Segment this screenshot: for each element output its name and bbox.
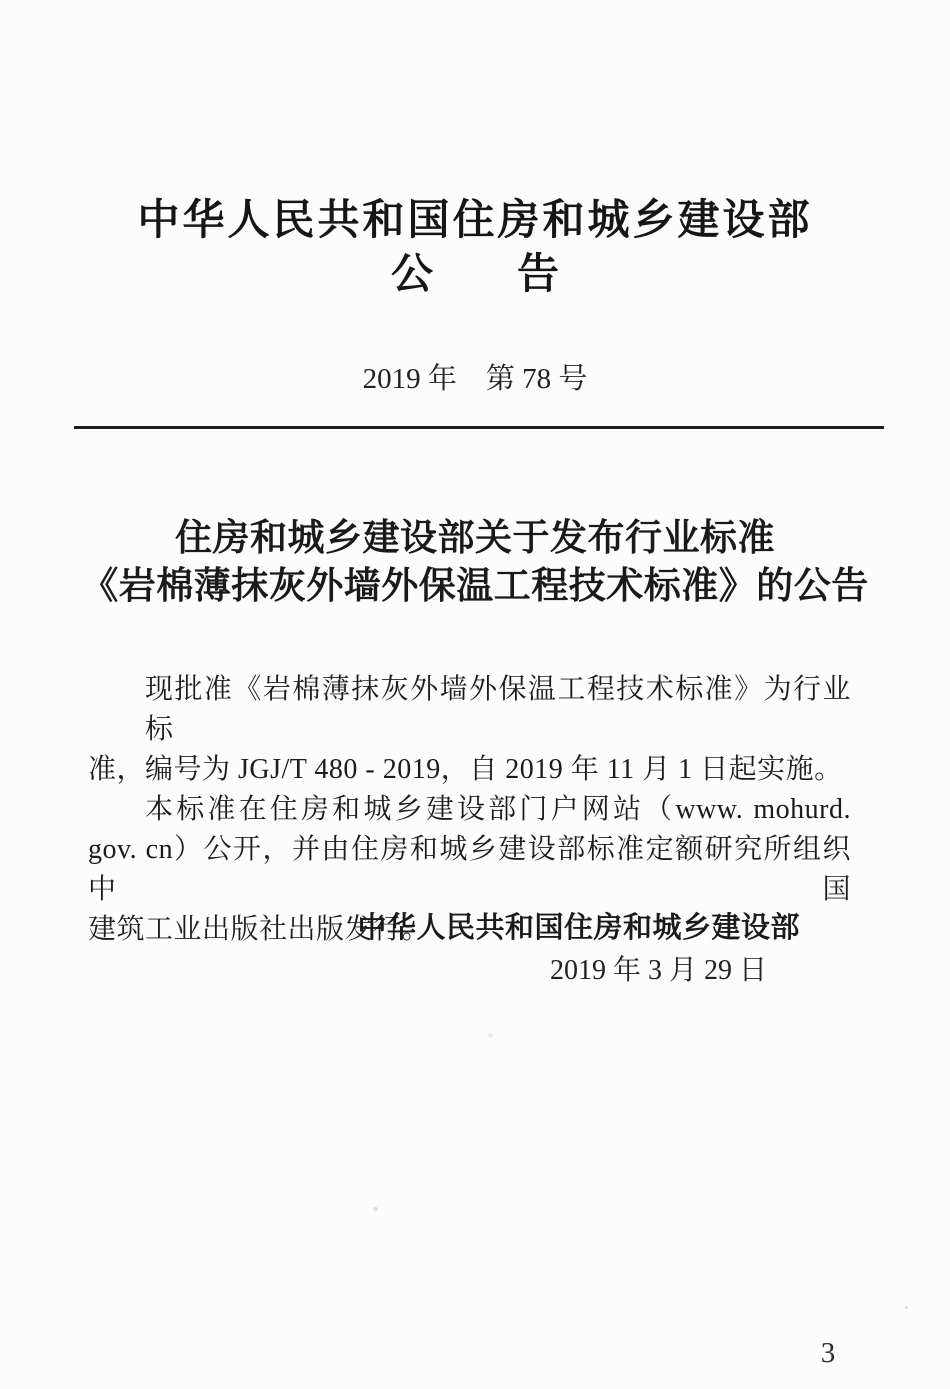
body-line: 现批准《岩棉薄抹灰外墙外保温工程技术标准》为行业标 [145,674,851,745]
signature-date: 2019 年 3 月 29 日 [549,955,767,986]
notice-title-line1: 住房和城乡建设部关于发布行业标准 [175,518,775,559]
notice-title-line2: 《岩棉薄抹灰外墙外保温工程技术标准》的公告 [81,566,869,607]
body-line: 准，编号为 JGJ/T 480 - 2019，自 2019 年 11 月 1 日起实施。 [88,754,843,785]
body-line: gov. cn）公开，并由住房和城乡建设部标准定额研究所组织中国 [88,834,851,905]
signature-issuer: 中华人民共和国住房和城乡建设部 [357,912,800,944]
body-line: 本标准在住房和城乡建设部门户网站（www. mohurd. [145,794,851,825]
scan-speck [905,1306,908,1309]
header-rule [74,426,884,429]
notice-body [88,670,851,950]
scan-speck [488,1033,493,1038]
scan-speck [373,1207,378,1211]
ministry-title: 中华人民共和国住房和城乡建设部 [137,198,813,244]
page-number: 3 [820,1337,836,1369]
issue-number: 2019 年 第 78 号 [362,363,588,395]
announcement-heading: 公 告 [390,252,559,298]
body-line: 建筑工业出版社出版发行。 [88,914,431,945]
